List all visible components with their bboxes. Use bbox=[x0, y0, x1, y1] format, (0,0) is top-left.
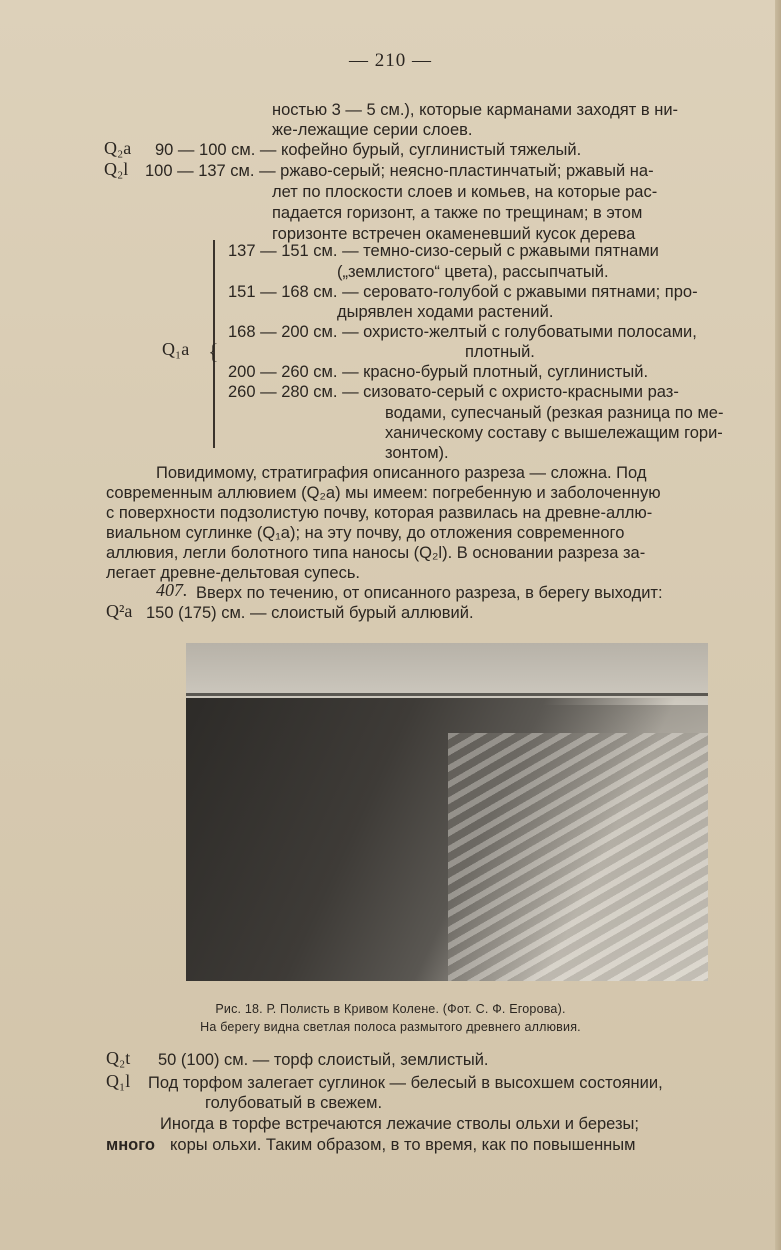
text-line: зонтом). bbox=[385, 444, 449, 462]
text-line: дырявлен ходами растений. bbox=[337, 303, 554, 321]
text-line: горизонте встречен окаменевший кусок дерева bbox=[272, 225, 636, 243]
text-line: 260 — 280 см. — сизовато-серый с охристо-красными раз- bbox=[228, 383, 679, 401]
text-line: Повидимому, стратиграфия описанного разреза — сложна. Под bbox=[156, 464, 647, 482]
photo-horizon bbox=[186, 693, 708, 696]
page-edge bbox=[775, 0, 781, 1250]
layer-code: Q₂a bbox=[104, 138, 132, 158]
text-line: плотный. bbox=[465, 343, 535, 361]
layer-code: Q₁l bbox=[106, 1071, 131, 1091]
text-line: же-лежащие серии слоев. bbox=[272, 121, 473, 139]
brace-point: { bbox=[208, 339, 219, 364]
text-line: 137 — 151 см. — темно-сизо-серый с ржавыми пятнами bbox=[228, 242, 659, 260]
text-line: с поверхности подзолистую почву, которая развилась на древне-аллю- bbox=[106, 504, 653, 522]
text-line: лет по плоскости слоев и комьев, на которые рас- bbox=[272, 183, 658, 201]
text-line: Иногда в торфе встречаются лежачие стволы ольхи и березы; bbox=[160, 1115, 639, 1133]
layer-code: Q₂t bbox=[106, 1048, 131, 1068]
text-line: водами, супесчаный (резкая разница по ме- bbox=[385, 404, 724, 422]
text-line: 151 — 168 см. — серовато-голубой с ржавыми пятнами; про- bbox=[228, 283, 698, 301]
river-photo bbox=[186, 643, 708, 981]
text-line: 50 (100) см. — торф слоистый, землистый. bbox=[158, 1051, 489, 1069]
text-line: падается горизонт, а также по трещинам; в этом bbox=[272, 204, 643, 222]
text-line: современным аллювием (Q₂a) мы имеем: погребенную и заболоченную bbox=[106, 484, 661, 502]
text-line: 200 — 260 см. — красно-бурый плотный, суглинистый. bbox=[228, 363, 649, 381]
text-line: виальном суглинке (Q₁a); на эту почву, до отложения современного bbox=[106, 524, 625, 542]
text-line: ностью 3 — 5 см.), которые карманами заходят в ни- bbox=[272, 101, 679, 119]
text-line: ханическому составу с вышележащим гори- bbox=[385, 424, 723, 442]
text-line: Вверх по течению, от описанного разреза, в берегу выходит: bbox=[196, 584, 663, 602]
text-line: голубоватый в свежем. bbox=[205, 1094, 383, 1112]
layer-code: Q₂l bbox=[104, 159, 129, 179]
figure-caption: На берегу видна светлая полоса размытого древнего аллювия. bbox=[200, 1020, 581, 1034]
text-line: 90 — 100 см. — кофейно бурый, суглинистый тяжелый. bbox=[155, 141, 582, 159]
section-number: 407. bbox=[156, 580, 188, 600]
text-line: Под торфом залегает суглинок — белесый в высохшем состоянии, bbox=[148, 1074, 663, 1092]
page-number: — 210 — bbox=[349, 50, 432, 71]
layer-code: Q²a bbox=[106, 601, 133, 621]
layer-code: Q₁a bbox=[162, 339, 190, 359]
figure-caption: Рис. 18. Р. Полисть в Кривом Колене. (Фот. С. Ф. Егорова). bbox=[215, 1002, 566, 1016]
text-line: („землистого“ цвета), рассыпчатый. bbox=[337, 263, 609, 281]
text-line: аллювия, легли болотного типа наносы (Q₂l). В основании разреза за- bbox=[106, 544, 646, 562]
text-line: 100 — 137 см. — ржаво-серый; неясно-пластинчатый; ржавый на- bbox=[145, 162, 654, 180]
text-line: коры ольхи. Таким образом, в то время, как по повышенным bbox=[170, 1136, 636, 1154]
text-line: 168 — 200 см. — охристо-желтый с голубоватыми полосами, bbox=[228, 323, 697, 341]
bold-word: много bbox=[106, 1136, 155, 1154]
text-line: легает древне-дельтовая супесь. bbox=[106, 564, 360, 582]
text-line: 150 (175) см. — слоистый бурый аллювий. bbox=[146, 604, 474, 622]
photo-alluvium-strip bbox=[448, 733, 708, 981]
